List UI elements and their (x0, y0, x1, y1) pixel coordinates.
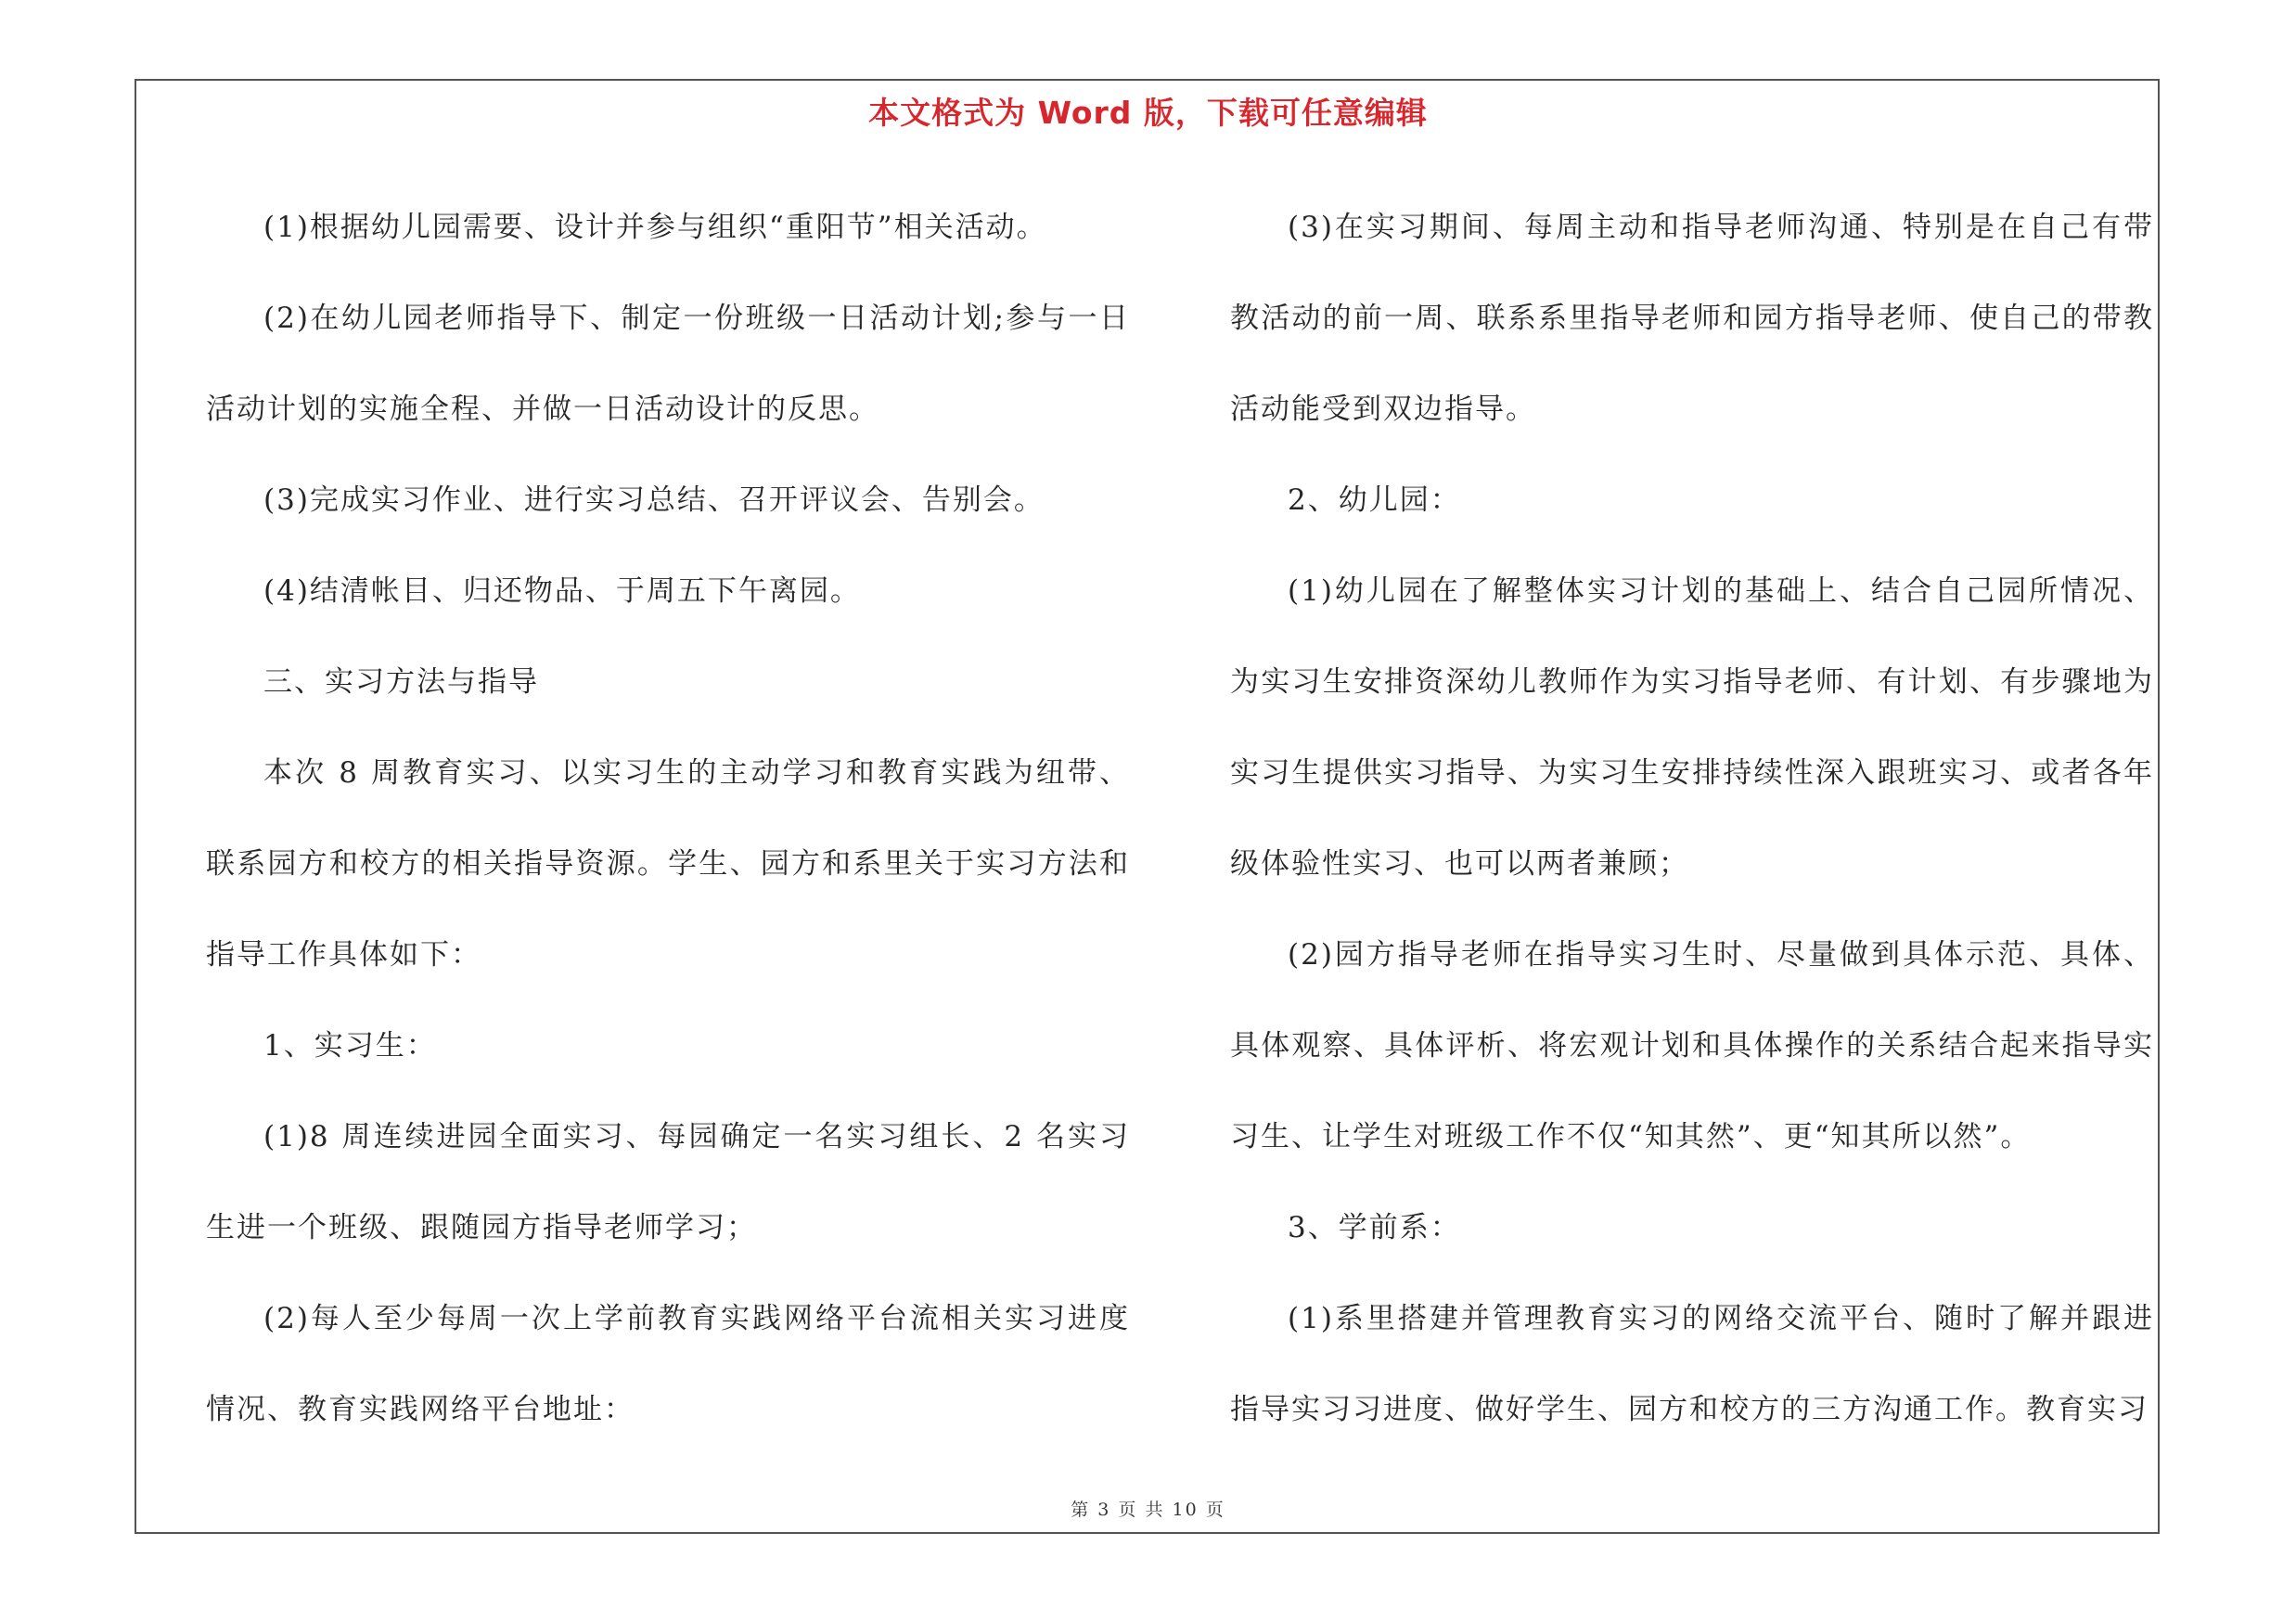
subsection-heading: 1、实习生： (263, 1029, 437, 1063)
paragraph: (2)每人至少每周一次上学前教育实践网络平台流相关实习进度情况、教育实践网络平台地址： (206, 1302, 1130, 1426)
right-column (1230, 182, 2154, 1455)
paragraph: (2)在幼儿园老师指导下、制定一份班级一日活动计划;参与一日活动计划的实施全程、并做一日活动设计的反思。 (206, 302, 1130, 426)
format-banner: 本文格式为 Word 版，下载可任意编辑 (868, 95, 1428, 131)
page-number-footer: 第 3 页 共 10 页 (1071, 1500, 1225, 1520)
paragraph: (3)完成实习作业、进行实习总结、召开评议会、告别会。 (263, 483, 1045, 517)
section-heading: 三、实习方法与指导 (263, 665, 539, 699)
subsection-heading: 3、学前系： (1288, 1211, 1461, 1244)
subsection-heading: 2、幼儿园： (1288, 483, 1461, 517)
paragraph: (1)8 周连续进园全面实习、每园确定一名实习组长、2 名实习生进一个班级、跟随园方指导老师学习； (206, 1120, 1130, 1244)
left-column (206, 182, 1130, 1455)
paragraph: (1)系里搭建并管理教育实习的网络交流平台、随时了解并跟进指导实习习进度、做好学生、园方和校方的三方沟通工作。教育实习 (1230, 1302, 2154, 1426)
paragraph: (2)园方指导老师在指导实习生时、尽量做到具体示范、具体、具体观察、具体评析、将宏观计划和具体操作的关系结合起来指导实习生、让学生对班级工作不仅“知其然”、更“知其所以然”。 (1230, 938, 2154, 1153)
paragraph: (1)根据幼儿园需要、设计并参与组织“重阳节”相关活动。 (263, 211, 1047, 244)
paragraph: (4)结清帐目、归还物品、于周五下午离园。 (263, 574, 861, 608)
paragraph: (3)在实习期间、每周主动和指导老师沟通、特别是在自己有带教活动的前一周、联系系里指导老师和园方指导老师、使自己的带教活动能受到双边指导。 (1230, 211, 2154, 426)
paragraph: 本次 8 周教育实习、以实习生的主动学习和教育实践为纽带、联系园方和校方的相关指导资源。学生、园方和系里关于实习方法和指导工作具体如下： (206, 756, 1130, 972)
paragraph: (1)幼儿园在了解整体实习计划的基础上、结合自己园所情况、为实习生安排资深幼儿教师作为实习指导老师、有计划、有步骤地为实习生提供实习指导、为实习生安排持续性深入跟班实习、或者各年级体验性实习、也可以两者兼顾； (1230, 574, 2154, 881)
